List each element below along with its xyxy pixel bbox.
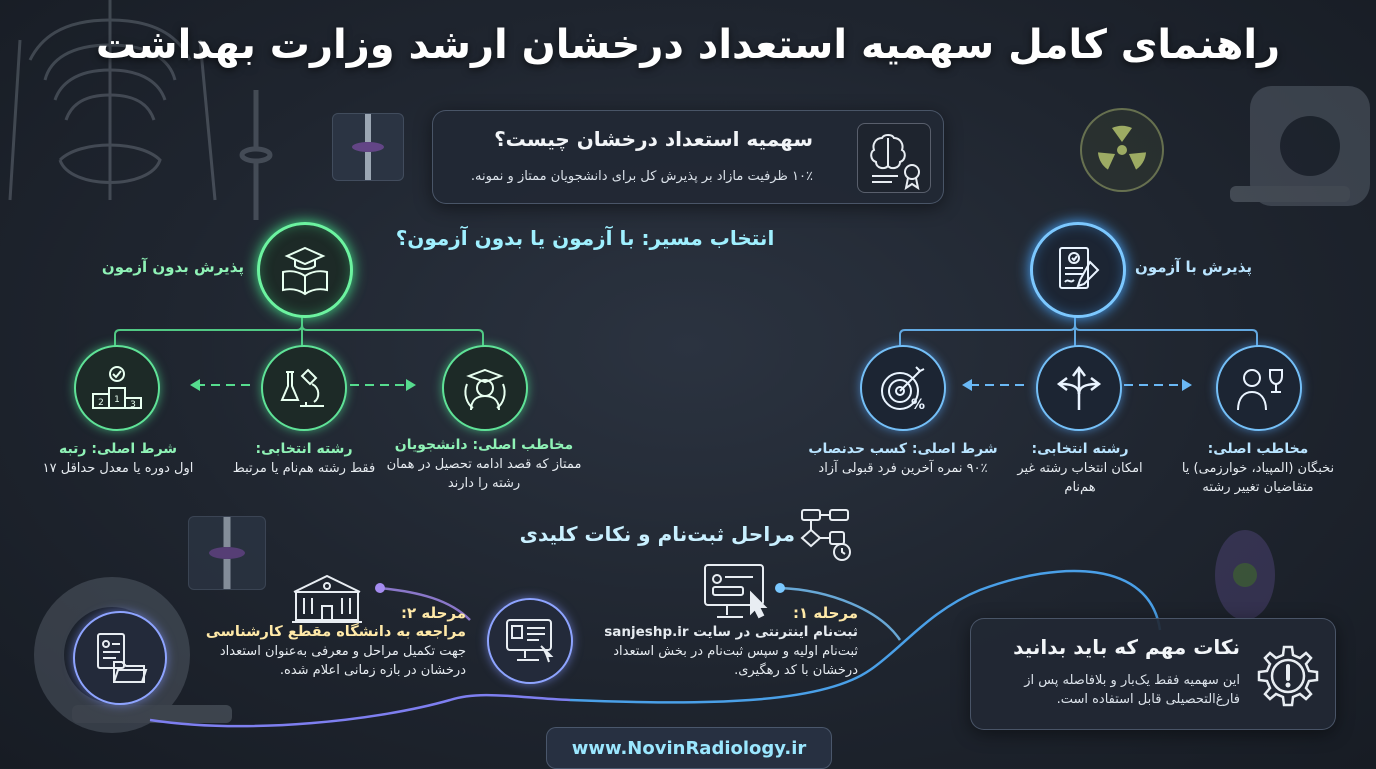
with-exam-field-body: امکان انتخاب رشته غیر هم‌نام <box>1017 461 1143 495</box>
with-exam-audience-heading: مخاطب اصلی: <box>1207 441 1309 457</box>
with-exam-field-heading: رشته انتخابی: <box>1031 441 1129 457</box>
no-exam-label: پذیرش بدون آزمون <box>101 258 244 276</box>
gear-warning-icon <box>1255 643 1321 709</box>
with-exam-field-node <box>1036 345 1122 431</box>
tips-text: این سهمیه فقط یک‌بار و بلافاصله پس از فارغ‌التحصیلی قابل استفاده است. <box>1024 673 1240 707</box>
no-exam-audience-body: ممتاز که قصد ادامه تحصیل در همان رشته را دارند <box>386 457 582 491</box>
with-exam-audience-text <box>1168 440 1348 497</box>
podium-rank-icon <box>91 364 143 412</box>
step-folder-node <box>73 611 167 705</box>
diverging-arrows-icon <box>1055 364 1103 412</box>
graduate-icon <box>461 364 509 412</box>
step-monitor-node <box>487 598 573 684</box>
no-exam-field-body: فقط رشته هم‌نام یا مرتبط <box>232 461 376 476</box>
with-exam-field-text <box>1000 440 1160 497</box>
svg-text:2: 2 <box>98 398 104 408</box>
choose-path-title: انتخاب مسیر: با آزمون یا بدون آزمون؟ <box>395 226 775 250</box>
no-exam-field-text <box>216 440 392 478</box>
brain-certificate-icon <box>857 123 931 193</box>
svg-text:1: 1 <box>114 395 120 405</box>
no-exam-field-node <box>261 345 347 431</box>
step2-body: جهت تکمیل مراحل و معرفی به‌عنوان استعداد درخشان در بازه زمانی اعلام شده. <box>219 644 466 678</box>
trophy-person-icon <box>1234 364 1284 412</box>
no-exam-audience-text <box>386 436 582 493</box>
with-exam-condition-heading: شرط اصلی: کسب حدنصاب <box>808 441 998 457</box>
exam-document-icon <box>1052 244 1104 296</box>
step1-heading: مرحله ۱: <box>792 604 858 622</box>
books-graduation-icon <box>279 244 331 296</box>
no-exam-condition-body: اول دوره یا معدل حداقل ۱۷ <box>42 461 194 476</box>
with-exam-label: پذیرش با آزمون <box>1135 258 1252 276</box>
tips-card <box>970 618 1336 730</box>
with-exam-condition-node <box>860 345 946 431</box>
steps-title: مراحل ثبت‌نام و نکات کلیدی <box>519 522 795 546</box>
intro-card <box>432 110 944 204</box>
no-exam-condition-node <box>74 345 160 431</box>
with-exam-hub <box>1030 222 1126 318</box>
with-exam-condition-body: ۹۰٪ نمره آخرین فرد قبولی آزاد <box>818 461 988 476</box>
no-exam-field-heading: رشته انتخابی: <box>255 441 353 457</box>
svg-text:3: 3 <box>130 400 136 410</box>
step1-body: ثبت‌نام اولیه و سپس ثبت‌نام در بخش استعداد درخشان با کد رهگیری. <box>613 644 858 678</box>
no-exam-hub <box>257 222 353 318</box>
step1-line1: ثبت‌نام اینترنتی در سایت sanjeshp.ir <box>604 624 858 640</box>
intro-text: ۱۰٪ ظرفیت مازاد بر پذیرش کل برای دانشجویان ممتاز و نمونه. <box>470 169 813 184</box>
no-exam-audience-heading: مخاطب اصلی: دانشجویان <box>394 437 574 453</box>
intro-title: سهمیه استعداد درخشان چیست؟ <box>494 127 813 151</box>
svg-text:%: % <box>910 397 926 413</box>
step1-text <box>590 604 858 680</box>
flowchart-icon <box>800 506 856 562</box>
monitor-profile-icon <box>505 618 555 664</box>
with-exam-condition-text <box>808 440 998 478</box>
step2-line1: مراجعه به دانشگاه مقطع کارشناسی <box>205 624 466 640</box>
with-exam-audience-body: نخبگان (المپیاد، خوارزمی) یا متقاضیان تغییر رشته <box>1181 461 1335 495</box>
step2-text <box>196 604 466 680</box>
tips-title: نکات مهم که باید بدانید <box>1013 635 1240 659</box>
target-percent-icon <box>878 363 928 413</box>
folder-document-icon <box>92 632 148 684</box>
no-exam-condition-text <box>30 440 206 478</box>
no-exam-condition-heading: شرط اصلی: رتبه <box>58 441 178 457</box>
lab-microscope-icon <box>280 364 328 412</box>
website-link[interactable]: www.NovinRadiology.ir <box>546 727 832 769</box>
no-exam-audience-node <box>442 345 528 431</box>
page-title: راهنمای کامل سهمیه استعداد درخشان ارشد وزارت بهداشت <box>95 22 1281 68</box>
with-exam-audience-node <box>1216 345 1302 431</box>
step2-heading: مرحله ۲: <box>400 604 466 622</box>
